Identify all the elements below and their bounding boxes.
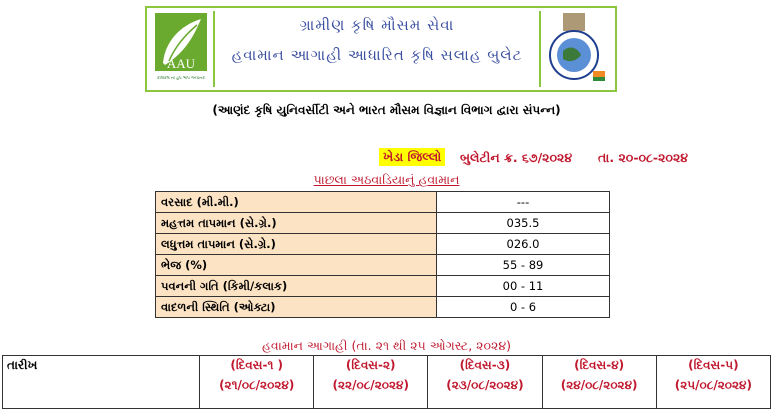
row-label: પવનની ગતિ (કિમી/કલાક) [156,276,437,297]
table-row [156,297,610,318]
day-date: (૨૫/૦૮/૨૦૨૪) [674,378,752,392]
row-value: --- [437,192,610,213]
row-label: મહત્તમ તાપમાન (સે.ગ્રે.) [156,213,437,234]
table-row [3,356,771,409]
past-weather-title: પાછલા અઠવાડિયાનું હવામાન [313,172,460,187]
aau-logo [151,11,215,87]
row-value: 00 - 11 [437,276,610,297]
imd-emblem-icon [541,11,609,83]
aau-leaf-icon [151,11,211,83]
table-row [156,255,610,276]
bulletin-date: તા. ૨૦-૦૮-૨૦૨૪ [598,150,689,165]
forecast-title: હવામાન આગાહી (તા. ૨૧ થી ૨૫ ઓગસ્ટ, ૨૦૨૪) [262,338,511,353]
affiliation-line: (આણંદ કૃષિ યુનિવર્સીટી અને ભારત મૌસમ વિજ્ઞાન વિભાગ દ્વારા સંપન્ન) [212,103,561,117]
header-banner [145,6,617,92]
table-row [156,276,610,297]
day-name: (દિવસ-૫) [688,358,739,372]
date-header: તારીખ [3,356,200,409]
table-row [156,234,610,255]
forecast-day-3 [428,356,542,409]
row-value: 55 - 89 [437,255,610,276]
row-label: ભેજ (%) [156,255,437,276]
forecast-day-2 [314,356,428,409]
banner-title: ગ્રામીણ કૃષિ મૌસમ સેવા [299,16,455,34]
day-name: (દિવસ-૩) [459,358,511,372]
day-name: (દિવસ-૨) [345,358,396,372]
table-row [156,213,610,234]
row-label: લધુત્તમ તાપમાન (સે.ગ્રે.) [156,234,437,255]
row-label: વરસાદ (મી.મી.) [156,192,437,213]
banner-subtitle: હવામાન આગાહી આધારિત કૃષિ સલાહ બુલેટ [231,46,523,64]
row-value: 026.0 [437,234,610,255]
row-label: વાદળની સ્થિતિ (ઓક્ટા) [156,297,437,318]
table-row [156,192,610,213]
forecast-day-5 [656,356,770,409]
forecast-table [2,355,771,409]
bulletin-number: બુલેટીન ક્ર. ૬૭/૨૦૨૪ [460,150,573,165]
district-badge: ખેડા જિલ્લો [379,148,445,166]
svg-text:AAU: AAU [166,56,196,71]
svg-text:કાલકલ ના હપ ભાપ ગતપનક: કાલકલ ના હપ ભાપ ગતપનક [157,75,205,80]
forecast-day-4 [542,356,656,409]
past-weather-table [155,191,610,318]
row-value: 0 - 6 [437,297,610,318]
row-value: 035.5 [437,213,610,234]
day-name: (દિવસ-૧ ) [230,358,283,372]
forecast-day-1 [200,356,314,409]
day-date: (૨૧/૦૮/૨૦૨૪) [219,378,295,392]
day-name: (દિવસ-૪) [574,358,625,372]
day-date: (૨૩/૦૮/૨૦૨૪) [446,378,524,392]
imd-logo [539,11,611,87]
day-date: (૨૨/૦૮/૨૦૨૪) [332,378,409,392]
day-date: (૨૪/૦૮/૨૦૨૪) [560,378,638,392]
